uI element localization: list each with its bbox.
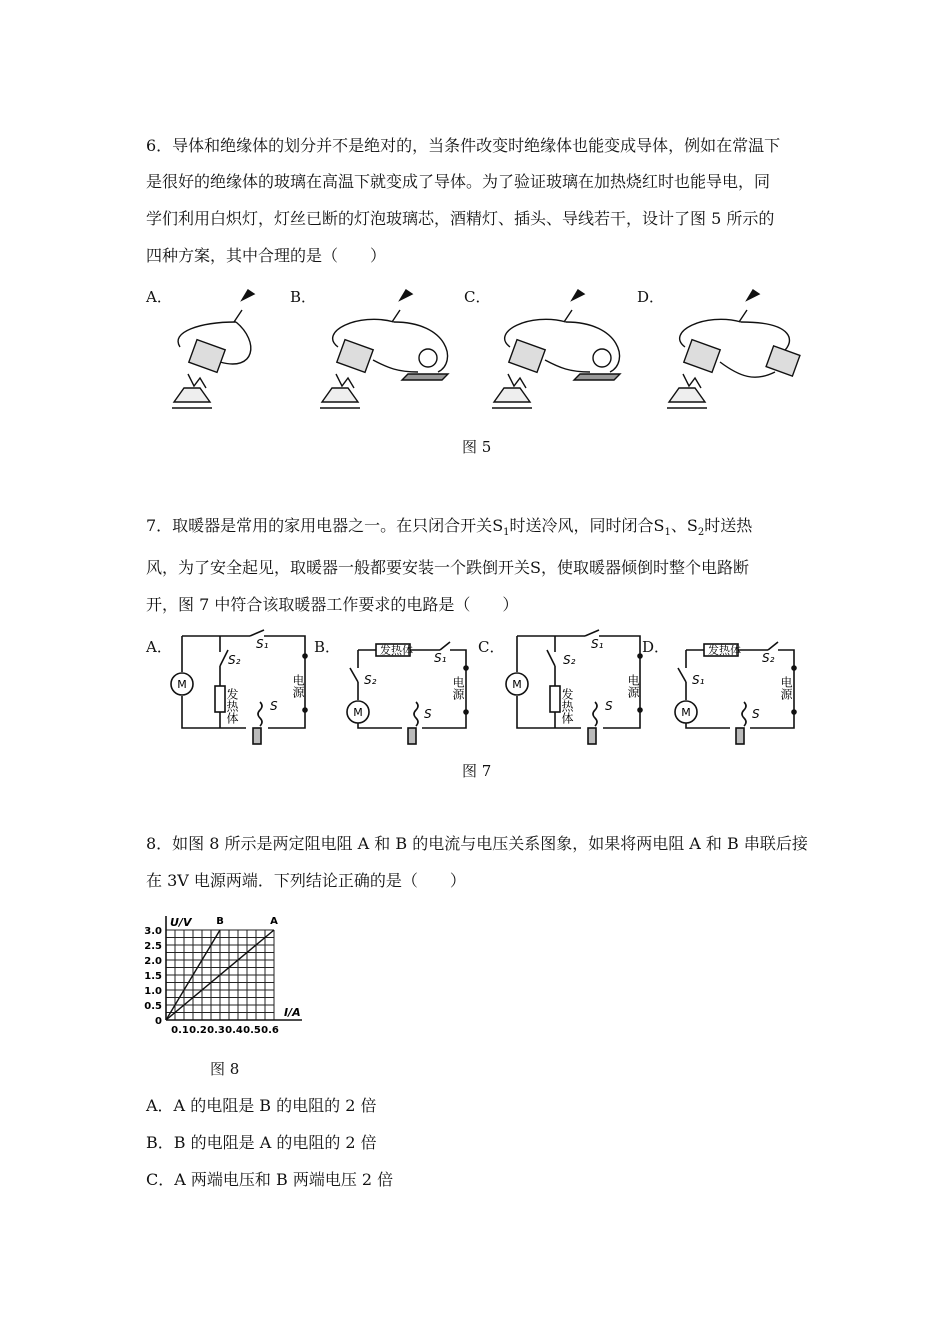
- glass-core-icon: [337, 340, 373, 373]
- circuit-a: [170, 628, 315, 748]
- q6-line-3: 学们利用白炽灯，灯丝已断的灯泡玻璃芯，酒精灯、插头、导线若干，设计了图 5 所示的: [146, 209, 775, 228]
- bulb-icon: [593, 349, 611, 367]
- motor-label: M: [512, 678, 522, 691]
- q6-figure-d: [665, 282, 815, 422]
- y-tick-label: 2.5: [144, 941, 162, 952]
- q7-option-b-label: B．: [314, 638, 341, 656]
- plug-icon: [747, 290, 759, 300]
- q7-option-c-label: C．: [478, 638, 505, 656]
- q8-choice-c: C．A 两端电压和 B 两端电压 2 倍: [146, 1170, 394, 1189]
- s1-label: S₁: [434, 651, 447, 665]
- q6-figure-c: [490, 282, 640, 422]
- plug-icon: [572, 290, 584, 300]
- x-tick-label: 0.6: [261, 1025, 279, 1036]
- q6-line-4: 四种方案，其中合理的是（ ）: [146, 246, 387, 265]
- y-tick-label: 0: [155, 1016, 162, 1027]
- power-label: 电源: [291, 674, 305, 698]
- q8-choice-a: A．A 的电阻是 B 的电阻的 2 倍: [146, 1096, 377, 1115]
- y-tick-label: 1.0: [144, 986, 162, 997]
- q6-figure-b: [318, 282, 468, 422]
- s-label: S: [605, 699, 613, 713]
- glass-core-icon: [189, 340, 225, 373]
- q8-choice-b: B．B 的电阻是 A 的电阻的 2 倍: [146, 1133, 377, 1152]
- motor-label: M: [681, 706, 691, 719]
- x-axis-label: I/A: [284, 1006, 301, 1019]
- x-tick-label: 0.3: [207, 1025, 225, 1036]
- q7-line-1: 7．取暖器是常用的家用电器之一。在只闭合开关$S_1$时送冷风，同时闭合$S_1$、$S_2$时送热: [146, 516, 753, 539]
- q7-line-2: 风，为了安全起见，取暖器一般都要安装一个跌倒开关S，使取暖器倾倒时整个电路断: [146, 558, 749, 577]
- plug-icon: [400, 290, 412, 300]
- figure-5-caption: 图 5: [462, 438, 492, 456]
- x-tick-label: 0.5: [243, 1025, 261, 1036]
- s1-label: S₁: [591, 637, 604, 651]
- q6-line-2: 是很好的绝缘体的玻璃在高温下就变成了导体。为了验证玻璃在加热烧红时也能导电，同: [146, 172, 771, 191]
- s2-label: S₂: [563, 653, 576, 667]
- glass-core-icon: [766, 346, 800, 376]
- q6-option-a-label: A．: [146, 288, 172, 306]
- power-label: 电源: [451, 676, 465, 700]
- bulb-icon: [419, 349, 437, 367]
- s-label: S: [424, 707, 432, 721]
- series-label-a: A: [270, 916, 278, 927]
- q6-figure-a: [160, 282, 270, 422]
- power-label: 电源: [779, 676, 793, 700]
- power-label: 电源: [626, 674, 640, 698]
- q7-option-a-label: A．: [146, 638, 172, 656]
- motor-label: M: [177, 678, 187, 691]
- x-tick-label: 0.1: [171, 1025, 189, 1036]
- motor-label: M: [353, 706, 363, 719]
- plug-icon: [242, 290, 254, 300]
- circuit-b: [340, 628, 480, 748]
- alcohol-lamp-icon: [322, 388, 358, 402]
- heater-label: 发热体: [708, 644, 741, 657]
- q8-line-1: 8．如图 8 所示是两定阻电阻 A 和 B 的电流与电压关系图象，如果将两电阻 A 和 B 串联后接: [146, 834, 808, 853]
- heater-label: 发热体: [225, 688, 239, 724]
- y-tick-label: 0.5: [144, 1001, 162, 1012]
- s1-label: S₁: [256, 637, 269, 651]
- q6-option-c-label: C．: [464, 288, 491, 306]
- circuit-d: [668, 628, 808, 748]
- q7-line-3: 开，图 7 中符合该取暖器工作要求的电路是（ ）: [146, 595, 519, 614]
- x-tick-label: 0.2: [189, 1025, 207, 1036]
- glass-core-icon: [684, 340, 720, 373]
- y-tick-label: 1.5: [144, 971, 162, 982]
- y-axis-label: U/V: [170, 916, 192, 929]
- y-tick-label: 3.0: [144, 926, 162, 937]
- figure-8-chart: [140, 912, 310, 1040]
- s1-label: S₁: [692, 673, 705, 687]
- q8-line-2: 在 3V 电源两端．下列结论正确的是（ ）: [146, 871, 466, 890]
- series-label-b: B: [216, 916, 224, 927]
- s2-label: S₂: [364, 673, 377, 687]
- heater-label: 发热体: [560, 688, 574, 724]
- q6-option-b-label: B．: [290, 288, 317, 306]
- s-label: S: [270, 699, 278, 713]
- q6-option-d-label: D．: [637, 288, 665, 306]
- x-tick-label: 0.4: [225, 1025, 243, 1036]
- figure-7-caption: 图 7: [462, 762, 492, 780]
- q6-line-1: 6．导体和绝缘体的划分并不是绝对的，当条件改变时绝缘体也能变成导体，例如在常温下: [146, 136, 781, 155]
- alcohol-lamp-icon: [669, 388, 705, 402]
- y-tick-label: 2.0: [144, 956, 162, 967]
- figure-8-caption: 图 8: [210, 1060, 240, 1078]
- s2-label: S₂: [228, 653, 241, 667]
- s2-label: S₂: [762, 651, 775, 665]
- alcohol-lamp-icon: [494, 388, 530, 402]
- s-label: S: [752, 707, 760, 721]
- glass-core-icon: [509, 340, 545, 373]
- alcohol-lamp-icon: [174, 388, 210, 402]
- heater-label: 发热体: [380, 644, 413, 657]
- q7-option-d-label: D．: [642, 638, 670, 656]
- circuit-c: [505, 628, 650, 748]
